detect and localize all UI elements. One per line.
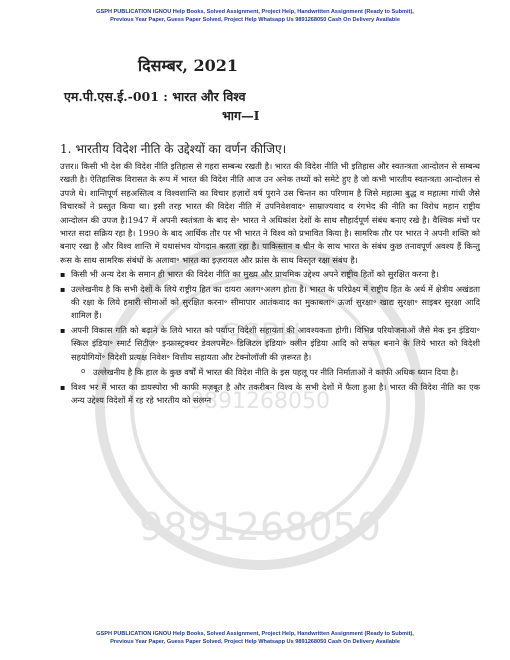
bullet-item-3-text: अपनी विकास गति को बढ़ाने के लिये भारत को पर्याप्त विदेशी सहायता की आवश्यकता होगी। विभिन्न परियोजनाओं जैसे मेक इन इंडिया॰ स्किल इंडिया॰ स्मार्ट सिटीज़॰ इन्फ्रास्ट्रक्चर डेवलपमेंट॰ डिजिटल इंडिया॰ क्लीन इंडिया आदि को सफल बनाने के लिये भारत को विदेशी सहयोगियों॰ विदेशी प्रत्यक्ष निवेश॰ वित्तीय सहायता और टेक्नोलॉजी की ज़रूरत है। bbox=[71, 324, 480, 362]
question-1 bbox=[60, 140, 480, 157]
footer-banner-line-2: Previous Year Paper, Guess Paper Solved, Project Help Whatsapp Us 9891268050 Cash On Delivery Available bbox=[110, 639, 400, 645]
footer-banner bbox=[0, 630, 510, 646]
question-number: 1. bbox=[60, 142, 72, 156]
bullet-item-3 bbox=[71, 324, 480, 380]
footer-banner-line-1: GSPH PUBLICATION IGNOU Help Books, Solved Assignment, Project Help, Handwritten Assignment (Ready to Submit), bbox=[96, 631, 414, 637]
header-banner-line-1: GSPH PUBLICATION IGNOU Help Books, Solved Assignment, Project Help, Handwritten Assignment (Ready to Submit), bbox=[96, 9, 414, 15]
bullet-item-2: ▪ उल्लेखनीय है कि सभी देशों के लिये राष्ट्रीय हित का दायरा अलग॰अलग होता है। भारत के परिप्रेक्ष्य में राष्ट्रीय हित के अर्थ में क्षेत्रीय अखंडता की रक्षा के लिये हमारी सीमाओं को सुरक्षित करना॰ सीमापार आतंकवाद का मुकाबला॰ ऊर्जा सुरक्षा॰ खाद्य सुरक्षा॰ साइबर सुरक्षा आदि शामिल हैं। bbox=[71, 283, 480, 323]
question-title: भारतीय विदेश नीति के उद्देश्यों का वर्णन कीजिए। bbox=[75, 142, 287, 156]
header-banner bbox=[0, 8, 510, 24]
watermark-brand: GSPH bbox=[218, 318, 302, 353]
sub-bullet-item: o उल्लेखनीय है कि हाल के कुछ वर्षों में भारत की विदेश नीति के इस पहलू पर नीति निर्माताओं ने काफी अधिक ध्यान दिया है। bbox=[93, 366, 480, 379]
course-title: एम.पी.एस.ई.-001 : भारत और विश्व bbox=[64, 89, 246, 104]
header-banner-line-2: Previous Year Paper, Guess Paper Solved, Project Help Whatsapp Us 9891268050 Cash On Delivery Available bbox=[110, 17, 400, 23]
answer-paragraph: उत्तर॥ किसी भी देश की विदेश नीति इतिहास से गहरा सम्बन्ध रखती है। भारत की विदेश नीति भी इतिहास और स्वतन्त्रता आन्दोलन से सम्बन्ध रखती है। ऐतिहासिक विरासत के रूप में भारत की विदेश नीति आज उन अनेक तथ्यों को समेटे हुए है जो कभी भारतीय स्वतन्त्रता आन्दोलन से उपजे थे। शान्तिपूर्ण सहअस्तित्व व विश्वशान्ति का विचार हज़ारों वर्ष पुराने उस चिन्तन का परिणाम है जिसे महात्मा बुद्ध व महात्मा गांधी जैसे विचारकों ने प्रस्तुत किया था। इसी तरह भारत की विदेश नीति में उपनिवेशवाद॰ साम्राज्यवाद व रंगभेद की नीति का विरोध महान राष्ट्रीय आन्दोलन की उपज है।1947 में अपनी स्वतंत्रता के बाद से॰ भारत ने अधिकांश देशों के साथ सौहार्दपूर्ण संबंध बनाए रखे है। वैश्विक मंचों पर भारत सदा सक्रिय रहा है। 1990 के बाद आर्थिक तौर पर भी भारत ने विश्व को प्रभावित किया है। सामरिक तौर पर भारत ने अपनी शक्ति को बनाए रखा है और विश्व शान्ति में यथासंभव योगदान करता रहा है। पाकिस्तान व चीन के साथ भारत के संबंध कुछ तनावपूर्ण अवश्य हैं किन्तु रूस के साथ सामरिक संबंधों के अलावा॰ भारत का इज़रायल और फ्रांस के साथ विस्तृत रक्षा संबंध है। bbox=[60, 161, 480, 265]
answer-bullet-list bbox=[60, 268, 480, 407]
bullet-item-4: ▪ विश्व भर में भारत का डायस्पोरा भी काफी मज़बूत है और तकरीबन विश्व के सभी देशों में फैला हुआ है। भारत की विदेश नीति का एक अन्य उद्देश्य विदेशों में रह रहे भारतीय को संलग्न bbox=[71, 381, 480, 408]
watermark-phone: 9891268050 bbox=[190, 389, 330, 414]
sub-bullet-list bbox=[71, 366, 480, 379]
part-label: भाग—I bbox=[222, 108, 260, 123]
bullet-item-1: ▪ किसी भी अन्य देश के समान ही भारत की विदेश नीति का मुख्य और प्राथमिक उद्देश्य अपने राष्ट्रीय हितों को सुरक्षित करना है। bbox=[71, 268, 480, 281]
watermark-phone-large: 9891268050 bbox=[139, 505, 381, 549]
exam-date-heading: दिसम्बर, 2021 bbox=[138, 56, 239, 75]
answer-body bbox=[60, 140, 480, 407]
